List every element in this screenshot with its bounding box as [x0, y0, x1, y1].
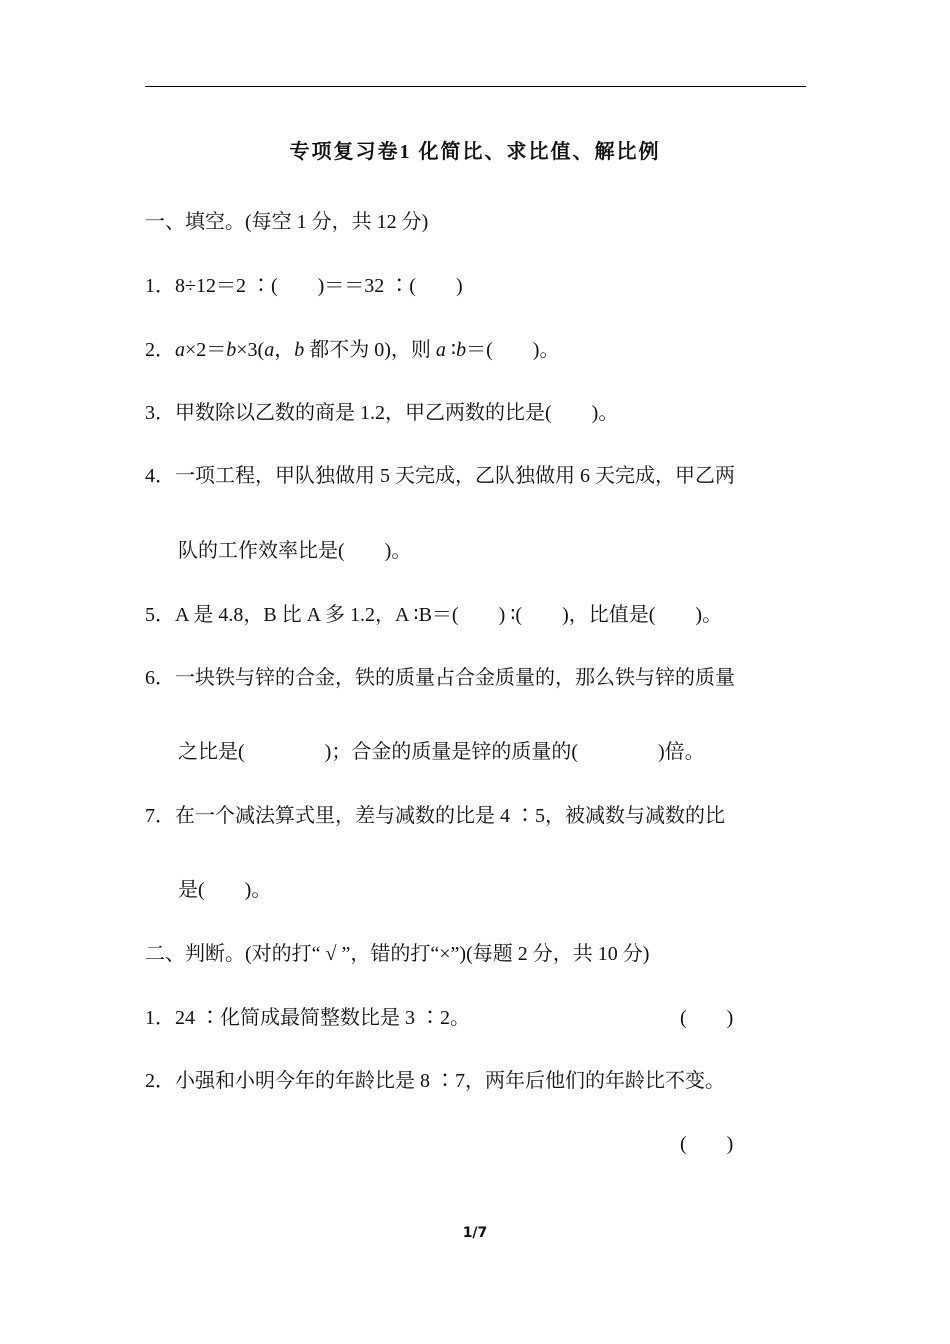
question-1-5: 5．A 是 4.8，B 比 A 多 1.2，A ∶B＝( ) ∶( )，比值是( )。 — [145, 604, 723, 626]
question-1-2 — [145, 336, 559, 364]
answer-bracket: ( ) — [680, 1007, 734, 1029]
var-a: a — [264, 339, 275, 361]
question-1-6-line-1: 6．一块铁与锌的合金，铁的质量占合金质量的，那么铁与锌的质量 — [145, 667, 735, 689]
var-a: a — [175, 339, 185, 361]
question-1-7-line-2: 是( )。 — [178, 879, 272, 901]
text-fragment: ×2＝ — [185, 339, 227, 361]
var-b: b — [456, 339, 467, 361]
question-number: 2． — [145, 339, 175, 361]
answer-bracket: ( ) — [680, 1133, 734, 1155]
var-b: b — [226, 339, 237, 361]
page-title: 专项复习卷1 化简比、求比值、解比例 — [289, 141, 661, 163]
section-2-heading: 二、判断。(对的打“ √ ”，错的打“×”)(每题 2 分，共 10 分) — [145, 943, 650, 965]
question-1-4-line-2: 队的工作效率比是( )。 — [178, 540, 412, 562]
question-2-2: 2．小强和小明今年的年龄比是 8 ∶7，两年后他们的年龄比不变。 — [145, 1070, 725, 1092]
page-number: 1/7 — [462, 1225, 488, 1241]
header-rule — [145, 86, 806, 87]
question-2-1: 1．24 ∶化简成最简整数比是 3 ∶2。 — [145, 1007, 470, 1029]
question-1-4-line-1: 4．一项工程，甲队独做用 5 天完成，乙队独做用 6 天完成，甲乙两 — [145, 465, 735, 487]
text-fragment: ∶ — [445, 339, 457, 361]
question-1-1: 1．8÷12＝2 ∶( )＝＝32 ∶( ) — [145, 275, 463, 297]
text-fragment: 都不为 0)，则 — [304, 339, 436, 361]
text-fragment: ， — [274, 339, 295, 361]
text-fragment: ＝( )。 — [466, 339, 560, 361]
var-b: b — [294, 339, 305, 361]
question-1-3: 3．甲数除以乙数的商是 1.2，甲乙两数的比是( )。 — [145, 402, 619, 424]
section-1-heading: 一、填空。(每空 1 分，共 12 分) — [145, 211, 429, 233]
question-1-6-line-2: 之比是( )；合金的质量是锌的质量的( )倍。 — [178, 741, 705, 763]
var-a: a — [435, 339, 446, 361]
text-fragment: ×3( — [236, 339, 265, 361]
question-1-7-line-1: 7．在一个减法算式里，差与减数的比是 4 ∶5，被减数与减数的比 — [145, 805, 725, 827]
